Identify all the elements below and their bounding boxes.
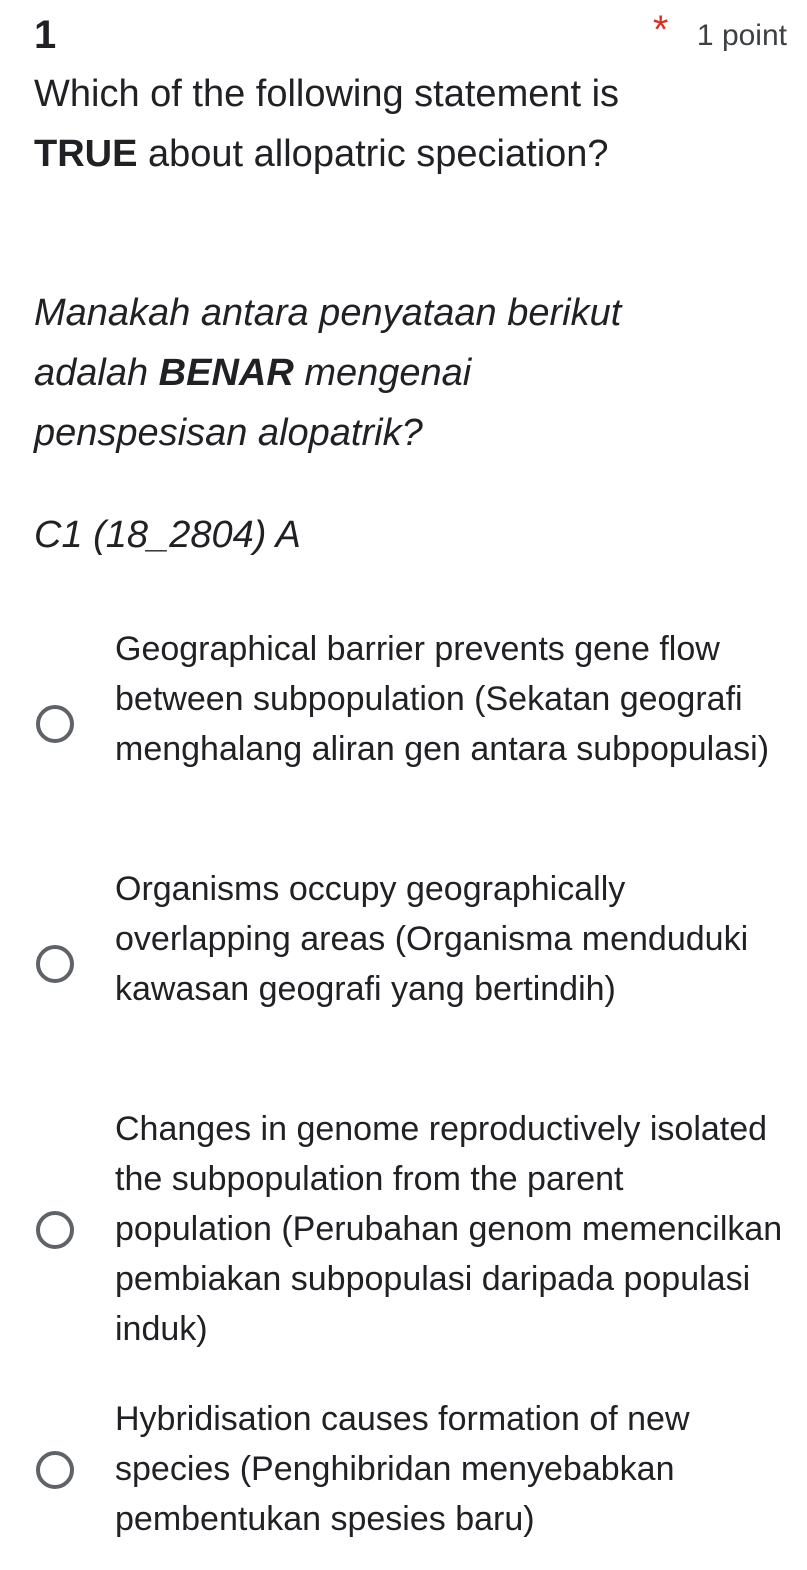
- question-number: 1: [34, 13, 57, 57]
- question-text-bold: BENAR: [158, 352, 294, 394]
- radio-button[interactable]: [36, 1451, 74, 1489]
- question-text-english: [34, 64, 674, 184]
- option-label[interactable]: Hybridisation causes formation of new species (Penghibridan menyebabkan pembentukan spesies baru): [115, 1400, 690, 1538]
- question-text-malay: [34, 283, 674, 463]
- question-text-part: Manakah antara penyataan berikut adalah: [34, 292, 622, 394]
- question-code: C1 (18_2804) A: [34, 514, 301, 556]
- option-1[interactable]: [0, 624, 807, 824]
- radio-button[interactable]: [36, 1211, 74, 1249]
- radio-button[interactable]: [36, 945, 74, 983]
- option-label[interactable]: Organisms occupy geographically overlapping areas (Organisma menduduki kawasan geografi yang bertindih): [115, 870, 749, 1008]
- radio-button[interactable]: [36, 705, 74, 743]
- points-label: [652, 8, 787, 56]
- option-label[interactable]: Changes in genome reproductively isolated the subpopulation from the parent population (Perubahan genom memencilkan pembiakan subpopulasi daripada populasi induk): [115, 1110, 783, 1348]
- option-4[interactable]: [0, 1394, 807, 1544]
- question-text-bold: TRUE: [34, 133, 138, 175]
- option-label[interactable]: Geographical barrier prevents gene flow between subpopulation (Sekatan geografi menghalang aliran gen antara subpopulasi): [115, 630, 770, 768]
- question-text-part: Which of the following statement is: [34, 73, 620, 115]
- option-3[interactable]: [0, 1104, 807, 1354]
- option-2[interactable]: [0, 864, 807, 1064]
- required-asterisk: *: [652, 8, 669, 52]
- question-text-part: mengenai penspesisan alopatrik?: [34, 352, 472, 454]
- question-text-part: about allopatric speciation?: [137, 133, 609, 175]
- points-value: 1 point: [696, 19, 787, 52]
